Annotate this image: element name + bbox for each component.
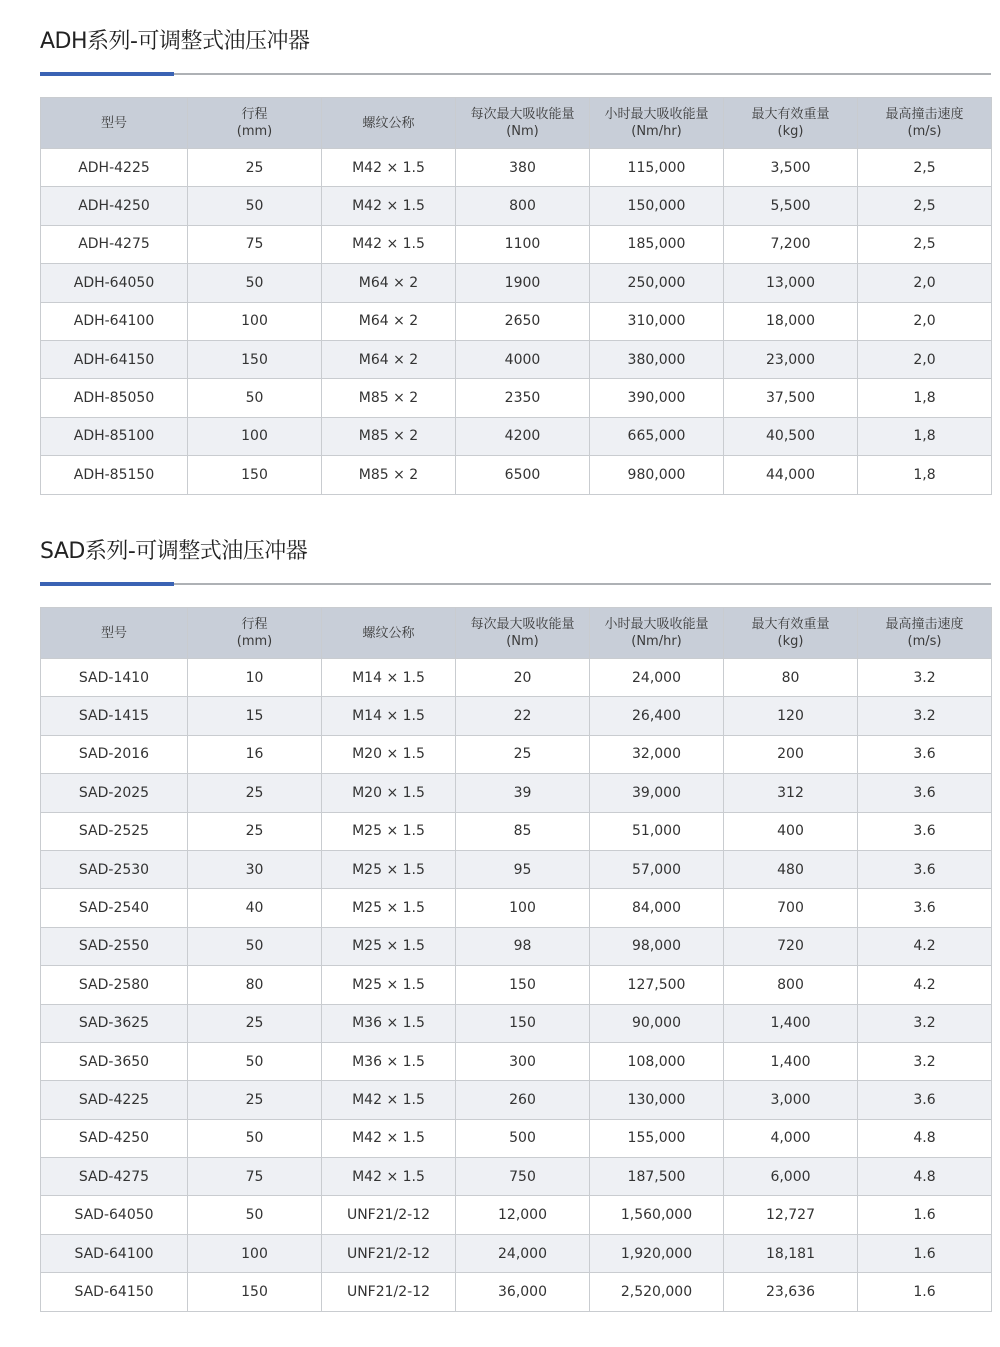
cell-max-effective-weight: 80	[724, 659, 858, 697]
adh-title-rule	[40, 73, 991, 75]
cell-stroke: 80	[188, 966, 322, 1004]
cell-energy-per-cycle: 20	[456, 659, 590, 697]
cell-energy-per-hour: 155,000	[590, 1119, 724, 1157]
cell-thread: M64 × 2	[322, 302, 456, 340]
cell-max-impact-speed: 3.6	[858, 850, 992, 888]
header-thread	[322, 98, 456, 149]
table-row	[41, 379, 992, 417]
cell-thread: M85 × 2	[322, 417, 456, 455]
cell-max-effective-weight: 800	[724, 966, 858, 1004]
cell-max-impact-speed: 3.6	[858, 735, 992, 773]
cell-energy-per-hour: 310,000	[590, 302, 724, 340]
header-max-impact-speed	[858, 608, 992, 659]
header-model	[41, 98, 188, 149]
cell-energy-per-cycle: 300	[456, 1042, 590, 1080]
cell-energy-per-hour: 39,000	[590, 774, 724, 812]
cell-max-effective-weight: 3,000	[724, 1081, 858, 1119]
cell-energy-per-hour: 980,000	[590, 456, 724, 494]
cell-stroke: 150	[188, 1273, 322, 1311]
header-energy-per-cycle	[456, 608, 590, 659]
cell-thread: M64 × 2	[322, 340, 456, 378]
cell-model: SAD-2550	[41, 927, 188, 965]
cell-thread: M36 × 1.5	[322, 1042, 456, 1080]
cell-max-effective-weight: 3,500	[724, 149, 858, 187]
header-max-impact-speed	[858, 98, 992, 149]
cell-model: SAD-3625	[41, 1004, 188, 1042]
cell-stroke: 25	[188, 1004, 322, 1042]
cell-max-effective-weight: 4,000	[724, 1119, 858, 1157]
cell-model: SAD-1415	[41, 697, 188, 735]
header-label: 型号	[100, 115, 127, 131]
cell-stroke: 50	[188, 1042, 322, 1080]
cell-stroke: 150	[188, 456, 322, 494]
cell-energy-per-cycle: 39	[456, 774, 590, 812]
cell-stroke: 16	[188, 735, 322, 773]
header-label: 行程	[241, 617, 268, 632]
cell-model: SAD-2525	[41, 812, 188, 850]
cell-energy-per-hour: 127,500	[590, 966, 724, 1004]
cell-model: SAD-64100	[41, 1234, 188, 1272]
cell-model: SAD-4250	[41, 1119, 188, 1157]
cell-stroke: 75	[188, 225, 322, 263]
cell-max-effective-weight: 6,000	[724, 1158, 858, 1196]
table-row	[41, 1081, 992, 1119]
cell-max-effective-weight: 18,000	[724, 302, 858, 340]
table-row	[41, 1004, 992, 1042]
cell-model: SAD-64050	[41, 1196, 188, 1234]
cell-model: SAD-2530	[41, 850, 188, 888]
cell-energy-per-hour: 24,000	[590, 659, 724, 697]
cell-thread: UNF21/2-12	[322, 1234, 456, 1272]
header-unit: (kg)	[777, 634, 804, 649]
cell-max-impact-speed: 3.6	[858, 774, 992, 812]
cell-energy-per-cycle: 380	[456, 149, 590, 187]
header-unit: (m/s)	[907, 634, 942, 649]
cell-energy-per-hour: 98,000	[590, 927, 724, 965]
cell-max-impact-speed: 3.6	[858, 889, 992, 927]
cell-model: ADH-64150	[41, 340, 188, 378]
table-row	[41, 697, 992, 735]
header-label: 螺纹公称	[362, 115, 415, 131]
cell-max-impact-speed: 3.6	[858, 1081, 992, 1119]
cell-energy-per-hour: 90,000	[590, 1004, 724, 1042]
header-label: 小时最大吸收能量	[604, 617, 709, 632]
cell-stroke: 100	[188, 417, 322, 455]
cell-model: ADH-64050	[41, 264, 188, 302]
cell-max-effective-weight: 480	[724, 850, 858, 888]
cell-stroke: 15	[188, 697, 322, 735]
cell-max-effective-weight: 13,000	[724, 264, 858, 302]
header-max-effective-weight	[724, 98, 858, 149]
cell-energy-per-hour: 390,000	[590, 379, 724, 417]
table-row	[41, 966, 992, 1004]
cell-energy-per-hour: 187,500	[590, 1158, 724, 1196]
cell-max-impact-speed: 2,5	[858, 225, 992, 263]
header-label: 每次最大吸收能量	[470, 107, 575, 122]
cell-thread: M25 × 1.5	[322, 812, 456, 850]
adh-table-body	[41, 149, 992, 495]
cell-max-impact-speed: 3.2	[858, 1042, 992, 1080]
header-label: 小时最大吸收能量	[604, 107, 709, 122]
table-row	[41, 1158, 992, 1196]
cell-energy-per-hour: 1,560,000	[590, 1196, 724, 1234]
cell-energy-per-cycle: 2650	[456, 302, 590, 340]
cell-max-impact-speed: 1,8	[858, 379, 992, 417]
sad-table-body	[41, 659, 992, 1312]
header-label: 行程	[241, 107, 268, 122]
cell-energy-per-hour: 108,000	[590, 1042, 724, 1080]
table-row	[41, 302, 992, 340]
cell-stroke: 50	[188, 379, 322, 417]
cell-energy-per-cycle: 150	[456, 966, 590, 1004]
cell-stroke: 50	[188, 927, 322, 965]
header-label: 最大有效重量	[751, 617, 830, 632]
header-model	[41, 608, 188, 659]
cell-stroke: 100	[188, 1234, 322, 1272]
cell-max-effective-weight: 23,636	[724, 1273, 858, 1311]
cell-model: SAD-4275	[41, 1158, 188, 1196]
cell-thread: M20 × 1.5	[322, 735, 456, 773]
cell-max-impact-speed: 3.2	[858, 1004, 992, 1042]
cell-model: ADH-4250	[41, 187, 188, 225]
cell-model: SAD-2540	[41, 889, 188, 927]
table-row	[41, 417, 992, 455]
header-label: 型号	[100, 625, 127, 641]
cell-energy-per-hour: 1,920,000	[590, 1234, 724, 1272]
cell-max-impact-speed: 3.2	[858, 659, 992, 697]
sad-section-title: SAD系列-可调整式油压冲器	[40, 539, 308, 564]
cell-max-effective-weight: 40,500	[724, 417, 858, 455]
cell-thread: M36 × 1.5	[322, 1004, 456, 1042]
cell-thread: M42 × 1.5	[322, 1158, 456, 1196]
table-row	[41, 1119, 992, 1157]
cell-thread: M42 × 1.5	[322, 1119, 456, 1157]
cell-energy-per-hour: 26,400	[590, 697, 724, 735]
cell-max-impact-speed: 2,5	[858, 187, 992, 225]
cell-max-impact-speed: 1.6	[858, 1196, 992, 1234]
cell-stroke: 30	[188, 850, 322, 888]
header-unit: (Nm)	[506, 124, 539, 139]
cell-energy-per-cycle: 1100	[456, 225, 590, 263]
cell-max-effective-weight: 1,400	[724, 1042, 858, 1080]
cell-model: ADH-85100	[41, 417, 188, 455]
cell-max-effective-weight: 312	[724, 774, 858, 812]
cell-stroke: 100	[188, 302, 322, 340]
table-row	[41, 659, 992, 697]
cell-max-impact-speed: 1,8	[858, 417, 992, 455]
cell-energy-per-cycle: 95	[456, 850, 590, 888]
cell-energy-per-cycle: 25	[456, 735, 590, 773]
cell-energy-per-cycle: 750	[456, 1158, 590, 1196]
cell-energy-per-cycle: 150	[456, 1004, 590, 1042]
cell-model: SAD-64150	[41, 1273, 188, 1311]
cell-energy-per-hour: 665,000	[590, 417, 724, 455]
table-row	[41, 340, 992, 378]
header-unit: (mm)	[236, 634, 273, 649]
cell-energy-per-hour: 185,000	[590, 225, 724, 263]
cell-max-impact-speed: 1,8	[858, 456, 992, 494]
cell-stroke: 25	[188, 1081, 322, 1119]
cell-max-effective-weight: 44,000	[724, 456, 858, 494]
cell-thread: M25 × 1.5	[322, 927, 456, 965]
table-row	[41, 1042, 992, 1080]
cell-energy-per-cycle: 85	[456, 812, 590, 850]
cell-max-impact-speed: 4.2	[858, 927, 992, 965]
cell-max-effective-weight: 400	[724, 812, 858, 850]
cell-energy-per-cycle: 1900	[456, 264, 590, 302]
cell-energy-per-hour: 380,000	[590, 340, 724, 378]
cell-thread: UNF21/2-12	[322, 1273, 456, 1311]
cell-model: SAD-2016	[41, 735, 188, 773]
cell-max-effective-weight: 200	[724, 735, 858, 773]
cell-energy-per-cycle: 22	[456, 697, 590, 735]
header-label: 最高撞击速度	[885, 617, 964, 632]
header-unit: (m/s)	[907, 124, 942, 139]
header-label: 最高撞击速度	[885, 107, 964, 122]
table-row	[41, 456, 992, 494]
adh-header-row	[41, 98, 992, 149]
cell-thread: M42 × 1.5	[322, 187, 456, 225]
cell-thread: M25 × 1.5	[322, 966, 456, 1004]
cell-max-effective-weight: 7,200	[724, 225, 858, 263]
table-row	[41, 774, 992, 812]
table-row	[41, 187, 992, 225]
header-label: 螺纹公称	[362, 625, 415, 641]
cell-energy-per-cycle: 500	[456, 1119, 590, 1157]
cell-thread: M42 × 1.5	[322, 1081, 456, 1119]
cell-energy-per-cycle: 260	[456, 1081, 590, 1119]
adh-section-title: ADH系列-可调整式油压冲器	[40, 29, 310, 54]
cell-model: SAD-3650	[41, 1042, 188, 1080]
cell-max-impact-speed: 4.8	[858, 1119, 992, 1157]
cell-model: ADH-85050	[41, 379, 188, 417]
cell-stroke: 10	[188, 659, 322, 697]
cell-max-effective-weight: 23,000	[724, 340, 858, 378]
sad-title-accent-bar	[40, 582, 174, 586]
cell-energy-per-cycle: 36,000	[456, 1273, 590, 1311]
cell-energy-per-hour: 84,000	[590, 889, 724, 927]
cell-thread: M64 × 2	[322, 264, 456, 302]
table-row	[41, 1196, 992, 1234]
cell-thread: M25 × 1.5	[322, 889, 456, 927]
cell-model: ADH-64100	[41, 302, 188, 340]
cell-max-effective-weight: 5,500	[724, 187, 858, 225]
cell-energy-per-cycle: 98	[456, 927, 590, 965]
cell-max-impact-speed: 2,0	[858, 340, 992, 378]
cell-energy-per-cycle: 24,000	[456, 1234, 590, 1272]
table-row	[41, 1273, 992, 1311]
header-unit: (Nm/hr)	[631, 634, 682, 649]
cell-energy-per-hour: 32,000	[590, 735, 724, 773]
cell-thread: M14 × 1.5	[322, 659, 456, 697]
cell-max-impact-speed: 3.2	[858, 697, 992, 735]
cell-energy-per-hour: 115,000	[590, 149, 724, 187]
sad-section	[40, 534, 991, 1314]
header-energy-per-hour	[590, 608, 724, 659]
cell-energy-per-hour: 130,000	[590, 1081, 724, 1119]
cell-thread: M42 × 1.5	[322, 225, 456, 263]
table-row	[41, 850, 992, 888]
cell-model: SAD-2025	[41, 774, 188, 812]
table-row	[41, 735, 992, 773]
cell-energy-per-cycle: 12,000	[456, 1196, 590, 1234]
cell-model: ADH-4225	[41, 149, 188, 187]
cell-max-effective-weight: 120	[724, 697, 858, 735]
cell-model: SAD-2580	[41, 966, 188, 1004]
table-row	[41, 812, 992, 850]
cell-thread: M42 × 1.5	[322, 149, 456, 187]
sad-header-row	[41, 608, 992, 659]
table-row	[41, 927, 992, 965]
cell-model: ADH-4275	[41, 225, 188, 263]
sad-title-rule	[40, 583, 991, 585]
cell-stroke: 40	[188, 889, 322, 927]
table-row	[41, 1234, 992, 1272]
cell-energy-per-hour: 57,000	[590, 850, 724, 888]
header-label: 最大有效重量	[751, 107, 830, 122]
cell-stroke: 50	[188, 1196, 322, 1234]
header-max-effective-weight	[724, 608, 858, 659]
cell-model: ADH-85150	[41, 456, 188, 494]
cell-thread: M85 × 2	[322, 456, 456, 494]
adh-section	[40, 24, 991, 496]
cell-stroke: 150	[188, 340, 322, 378]
cell-thread: M14 × 1.5	[322, 697, 456, 735]
cell-model: SAD-1410	[41, 659, 188, 697]
cell-energy-per-cycle: 800	[456, 187, 590, 225]
cell-thread: UNF21/2-12	[322, 1196, 456, 1234]
sad-spec-table	[40, 607, 992, 1312]
header-stroke	[188, 608, 322, 659]
table-row	[41, 149, 992, 187]
cell-max-impact-speed: 4.8	[858, 1158, 992, 1196]
header-stroke	[188, 98, 322, 149]
cell-energy-per-cycle: 6500	[456, 456, 590, 494]
table-row	[41, 889, 992, 927]
cell-model: SAD-4225	[41, 1081, 188, 1119]
header-unit: (Nm/hr)	[631, 124, 682, 139]
adh-spec-table	[40, 97, 992, 495]
cell-max-effective-weight: 720	[724, 927, 858, 965]
cell-max-effective-weight: 12,727	[724, 1196, 858, 1234]
cell-max-impact-speed: 3.6	[858, 812, 992, 850]
cell-thread: M20 × 1.5	[322, 774, 456, 812]
cell-energy-per-hour: 150,000	[590, 187, 724, 225]
header-thread	[322, 608, 456, 659]
cell-stroke: 50	[188, 187, 322, 225]
cell-energy-per-hour: 2,520,000	[590, 1273, 724, 1311]
cell-energy-per-cycle: 4000	[456, 340, 590, 378]
cell-max-effective-weight: 37,500	[724, 379, 858, 417]
cell-thread: M25 × 1.5	[322, 850, 456, 888]
cell-stroke: 25	[188, 774, 322, 812]
cell-max-impact-speed: 4.2	[858, 966, 992, 1004]
header-energy-per-hour	[590, 98, 724, 149]
cell-energy-per-cycle: 4200	[456, 417, 590, 455]
cell-max-impact-speed: 1.6	[858, 1273, 992, 1311]
table-row	[41, 225, 992, 263]
cell-max-impact-speed: 1.6	[858, 1234, 992, 1272]
cell-stroke: 25	[188, 812, 322, 850]
cell-stroke: 75	[188, 1158, 322, 1196]
cell-energy-per-hour: 250,000	[590, 264, 724, 302]
cell-max-effective-weight: 18,181	[724, 1234, 858, 1272]
cell-max-effective-weight: 700	[724, 889, 858, 927]
cell-thread: M85 × 2	[322, 379, 456, 417]
header-unit: (mm)	[236, 124, 273, 139]
cell-stroke: 50	[188, 264, 322, 302]
adh-title-accent-bar	[40, 72, 174, 76]
header-energy-per-cycle	[456, 98, 590, 149]
cell-stroke: 25	[188, 149, 322, 187]
header-unit: (Nm)	[506, 634, 539, 649]
cell-max-impact-speed: 2,0	[858, 302, 992, 340]
cell-max-impact-speed: 2,5	[858, 149, 992, 187]
cell-energy-per-cycle: 100	[456, 889, 590, 927]
cell-energy-per-hour: 51,000	[590, 812, 724, 850]
cell-energy-per-cycle: 2350	[456, 379, 590, 417]
cell-stroke: 50	[188, 1119, 322, 1157]
header-unit: (kg)	[777, 124, 804, 139]
header-label: 每次最大吸收能量	[470, 617, 575, 632]
table-row	[41, 264, 992, 302]
cell-max-impact-speed: 2,0	[858, 264, 992, 302]
cell-max-effective-weight: 1,400	[724, 1004, 858, 1042]
